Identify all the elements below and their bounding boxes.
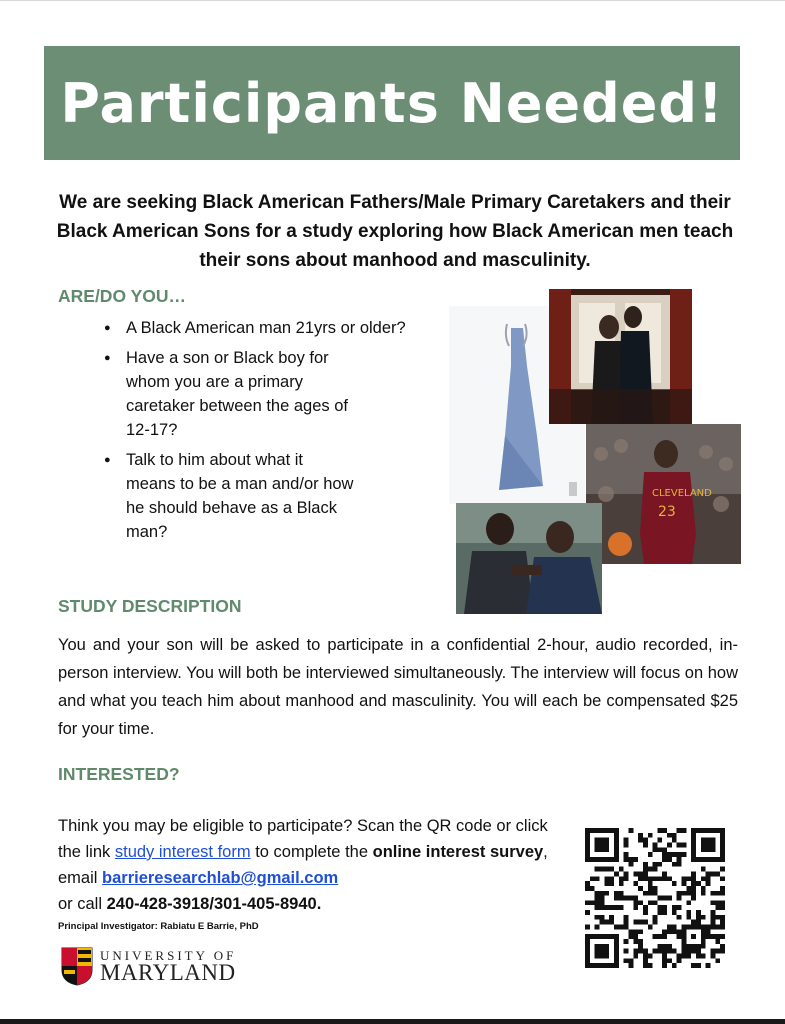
eligibility-heading: ARE/DO YOU…	[58, 286, 187, 306]
interest-text-1: Think you may be eligible to participate? Scan the QR code or click the link	[58, 817, 548, 861]
qr-code[interactable]	[585, 828, 725, 968]
maryland-shield-icon	[60, 946, 94, 986]
title-banner	[44, 46, 740, 160]
interest-paragraph	[58, 813, 558, 917]
basketball-photo	[586, 424, 741, 564]
email-link[interactable]: barrieresearchlab@gmail.com	[102, 869, 339, 887]
top-border	[0, 0, 785, 1]
list-item: ● Talk to him about what it means to be a man and/or how he should behave as a Black man?	[104, 448, 354, 544]
page-title: Participants Needed!	[60, 71, 724, 135]
interest-text-4: or call	[58, 895, 103, 913]
couple-photo	[549, 289, 692, 424]
list-item: ● A Black American man 21yrs or older?	[104, 316, 456, 340]
study-interest-link[interactable]: study interest form	[114, 843, 251, 861]
interest-text-2: to complete the	[255, 843, 369, 861]
eligibility-list	[104, 316, 464, 550]
list-item: ● Have a son or Black boy for whom you are a primary caretaker between the ages of 12-17?	[104, 346, 354, 442]
bottom-border	[0, 1019, 785, 1024]
university-logo	[60, 946, 270, 986]
svg-text:23: 23	[658, 504, 676, 520]
svg-text:CLEVELAND: CLEVELAND	[652, 488, 712, 499]
logo-maryland-text: MARYLAND	[100, 960, 236, 985]
principal-investigator: Principal Investigator: Rabiatu E Barrie, PhD	[58, 921, 259, 932]
interest-text-3: , email	[58, 843, 548, 887]
intro-paragraph: We are seeking Black American Fathers/Male Primary Caretakers and their Black American Sons for a study exploring how Black American men teach their sons about manhood and masculinity.	[56, 192, 734, 271]
phone-number: 240-428-3918/301-405-8940.	[106, 895, 322, 913]
study-description: You and your son will be asked to participate in a confidential 2-hour, audio recorded, in-person interview. You will both be interviewed simultaneously. The interview will focus on how and what you teach him about manhood and masculinity. You will each be compensated $25 for your time.	[58, 636, 738, 738]
interest-survey-bold: online interest survey	[372, 843, 544, 861]
interested-heading: INTERESTED?	[58, 764, 180, 784]
study-heading: STUDY DESCRIPTION	[58, 596, 242, 616]
father-son-photo	[456, 503, 602, 614]
logo-university-text: UNIVERSITY OF	[100, 948, 237, 963]
